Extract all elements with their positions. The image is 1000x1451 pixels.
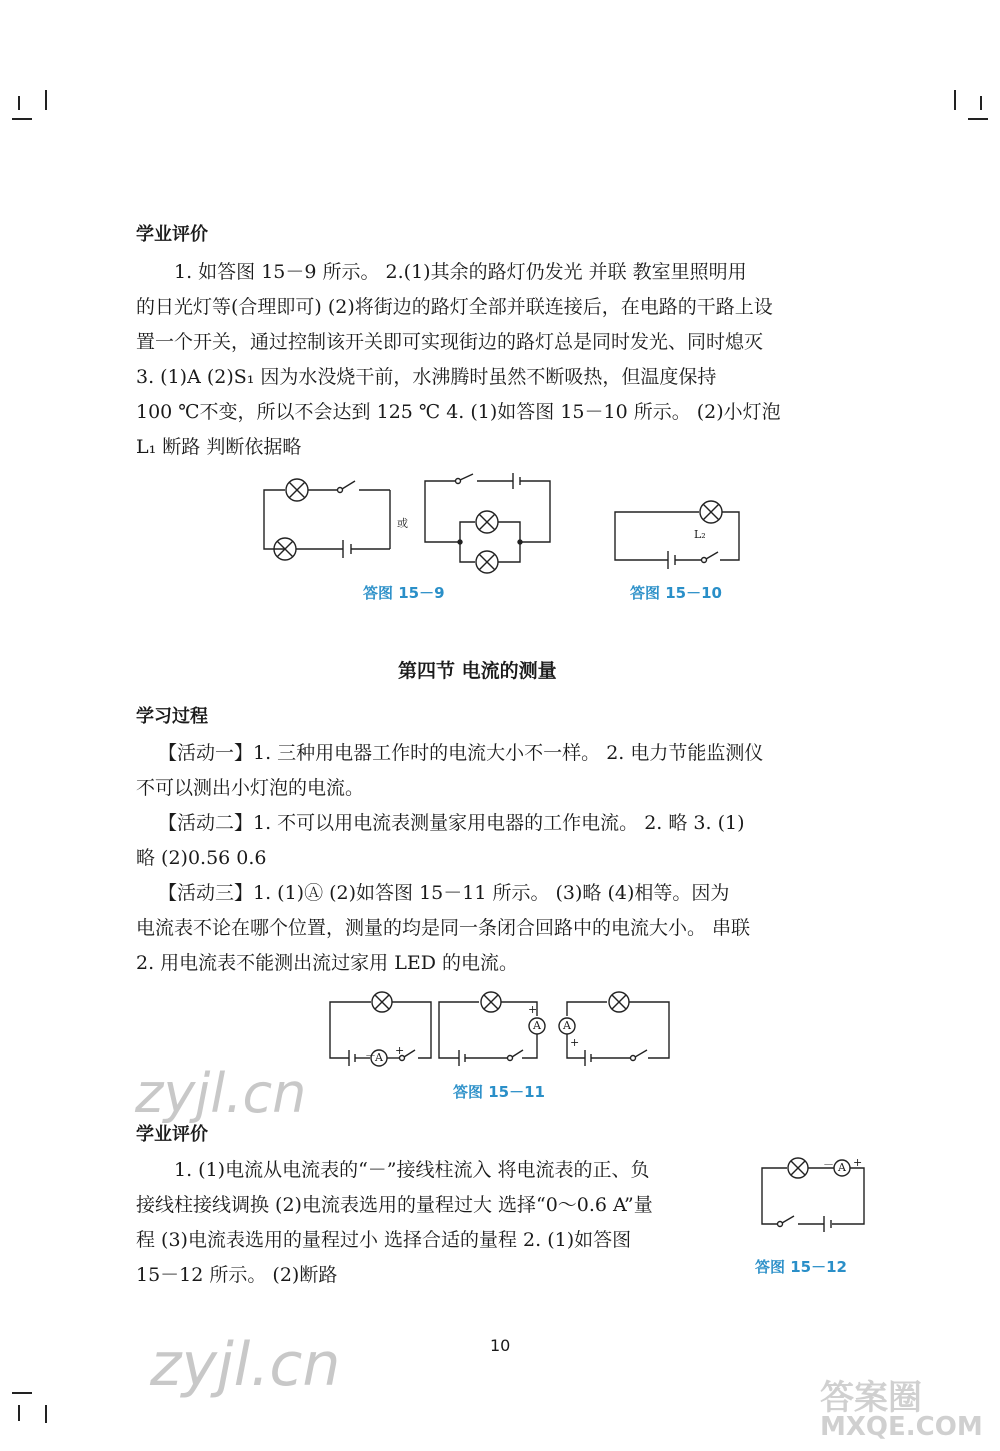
terminal-plus: + <box>570 1036 580 1049</box>
watermark: zyjl.cn <box>150 1330 341 1400</box>
ammeter-label: A <box>533 1019 541 1032</box>
terminal-plus: + <box>395 1044 405 1057</box>
lamp-label: L₂ <box>694 528 706 541</box>
crop-mark <box>954 90 956 110</box>
answer-line: 【活动三】1. (1)Ⓐ (2)如答图 15－11 所示。 (3)略 (4)相等。因为 <box>158 882 730 904</box>
crop-mark <box>968 118 988 120</box>
crop-mark <box>12 118 32 120</box>
brand-watermark-url: MXQE.COM <box>820 1412 983 1442</box>
answer-line: 【活动二】1. 不可以用电流表测量家用电器的工作电流。 2. 略 3. (1) <box>158 812 745 834</box>
terminal-minus: － <box>365 1049 376 1062</box>
crop-mark <box>980 96 982 110</box>
answer-block <box>136 1153 653 1293</box>
terminal-plus: + <box>853 1156 863 1169</box>
answer-block <box>136 255 781 465</box>
answer-line: 100 ℃不变，所以不会达到 125 ℃ 4. (1)如答图 15－10 所示。 (2)小灯泡 <box>136 401 781 423</box>
answer-line: 置一个开关，通过控制该开关即可实现街边的路灯总是同时发光、同时熄灭 <box>136 331 764 353</box>
answer-line: 略 (2)0.56 0.6 <box>136 847 267 869</box>
page-number: 10 <box>490 1336 511 1355</box>
answer-line: 的日光灯等(合理即可) (2)将街边的路灯全部并联连接后，在电路的干路上设 <box>136 296 773 318</box>
figure-caption: 答图 15－12 <box>755 1258 847 1276</box>
answer-line: 不可以测出小灯泡的电流。 <box>136 777 365 799</box>
answer-line: 1. (1)电流从电流表的“－”接线柱流入 将电流表的正、负 <box>174 1159 650 1181</box>
answer-line: 电流表不论在哪个位置，测量的均是同一条闭合回路中的电流大小。 串联 <box>136 917 751 939</box>
or-label: 或 <box>397 517 408 530</box>
crop-mark <box>12 1392 32 1394</box>
answer-line: 1. 如答图 15－9 所示。 2.(1)其余的路灯仍发光 并联 教室里照明用 <box>174 261 747 283</box>
terminal-plus: + <box>528 1003 538 1016</box>
crop-mark <box>45 1405 47 1423</box>
answer-line: 15－12 所示。 (2)断路 <box>136 1264 338 1286</box>
circuit-diagram-15-10 <box>612 498 747 573</box>
answer-line: 程 (3)电流表选用的量程过小 选择合适的量程 2. (1)如答图 <box>136 1229 632 1251</box>
ammeter-label: A <box>563 1019 571 1032</box>
section-heading: 学习过程 <box>136 706 208 727</box>
figure-caption: 答图 15－11 <box>453 1083 545 1101</box>
answer-line: 【活动一】1. 三种用电器工作时的电流大小不一样。 2. 电力节能监测仪 <box>158 742 764 764</box>
section-heading: 学业评价 <box>136 224 208 245</box>
ammeter-label: A <box>375 1051 383 1064</box>
watermark: zyjl.cn <box>135 1062 307 1125</box>
section-heading: 学业评价 <box>136 1124 208 1145</box>
answer-line: 3. (1)A (2)S₁ 因为水没烧干前，水沸腾时虽然不断吸热，但温度保持 <box>136 366 717 388</box>
crop-mark <box>45 90 47 110</box>
terminal-minus: － <box>823 1158 834 1171</box>
answer-line: L₁ 断路 判断依据略 <box>136 436 302 458</box>
brand-watermark: 答案圈 <box>820 1378 922 1418</box>
figure-caption: 答图 15－10 <box>630 584 722 602</box>
answer-block <box>136 736 763 981</box>
figure-caption: 答图 15－9 <box>363 584 445 602</box>
answer-line: 接线柱接线调换 (2)电流表选用的量程过大 选择“0～0.6 A”量 <box>136 1194 653 1216</box>
crop-mark <box>18 1405 20 1421</box>
crop-mark <box>18 96 20 110</box>
ammeter-label: A <box>838 1161 846 1174</box>
section-title: 第四节 电流的测量 <box>398 660 557 682</box>
answer-line: 2. 用电流表不能测出流过家用 LED 的电流。 <box>136 952 518 974</box>
